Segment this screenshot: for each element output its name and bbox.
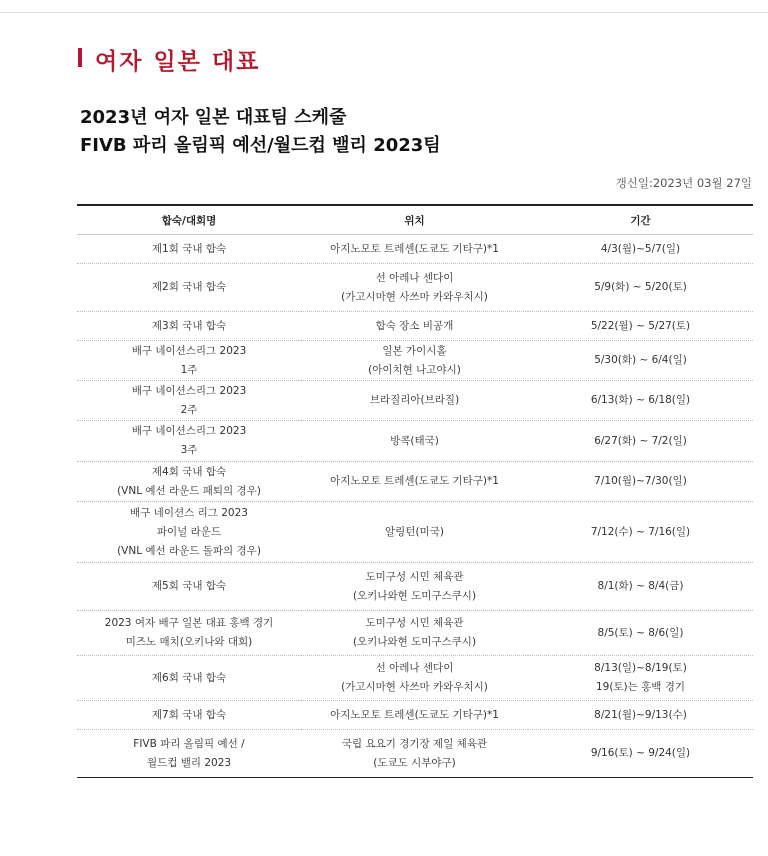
cell-period: [528, 502, 753, 563]
cell-location: [301, 264, 528, 312]
table-row: [77, 611, 753, 656]
cell-event: [77, 341, 301, 381]
cell-event: [77, 421, 301, 462]
cell-event: [77, 235, 301, 264]
cell-location: [301, 502, 528, 563]
cell-location-line: (도쿄도 시부야구): [373, 756, 456, 769]
cell-location-line: (가고시마현 사쓰마 카와우치시): [341, 290, 488, 303]
cell-period: [528, 611, 753, 656]
cell-period-line: 9/16(토) ~ 9/24(일): [590, 747, 691, 759]
cell-period: [528, 264, 753, 312]
cell-period-line: 8/1(화) ~ 8/4(금): [597, 580, 684, 592]
cell-event-line: (VNL 예선 라운드 패퇴의 경우): [117, 484, 261, 497]
table-row: [77, 730, 753, 778]
cell-location: [301, 701, 528, 730]
cell-event-line: 2023 여자 배구 일본 대표 홍백 경기: [104, 617, 274, 629]
heading-line-2: FIVB 파리 올림픽 예선/월드컵 밸리 2023팀: [80, 135, 441, 156]
cell-event: [77, 462, 301, 502]
cell-location: [301, 611, 528, 656]
cell-period: [528, 235, 753, 264]
schedule-heading: [80, 104, 740, 160]
cell-location-line: 아지노모토 트레센(도쿄도 기타구)*1: [330, 242, 499, 255]
cell-period: [528, 462, 753, 502]
table-row: [77, 502, 753, 563]
cell-event: [77, 502, 301, 563]
cell-location-line: (오키나와현 도미구스쿠시): [352, 589, 477, 602]
cell-location: [301, 421, 528, 462]
cell-event-line: 파이널 라운드: [156, 525, 222, 538]
cell-event: [77, 264, 301, 312]
cell-period-line: 8/21(월)~9/13(수): [594, 708, 687, 721]
cell-event: [77, 701, 301, 730]
cell-event-line: 제1회 국내 합숙: [151, 242, 227, 255]
cell-event: [77, 730, 301, 778]
cell-event-line: 배구 네이션스리그 2023: [131, 425, 247, 437]
table-row: [77, 235, 753, 264]
cell-period-line: 5/30(화) ~ 6/4(일): [594, 354, 687, 366]
section-title-text: 여자 일본 대표: [95, 48, 261, 75]
cell-event: [77, 563, 301, 611]
cell-location-line: 도미구성 시민 체육관: [365, 570, 464, 583]
cell-event-line: 제5회 국내 합숙: [151, 580, 227, 592]
cell-event: [77, 611, 301, 656]
cell-event-line: 미즈노 매치(오키나와 대회): [125, 636, 253, 648]
cell-location-line: 도미구성 시민 체육관: [365, 617, 464, 629]
cell-event-line: 제3회 국내 합숙: [151, 319, 227, 332]
cell-location-line: 선 아레나 센다이: [375, 662, 454, 674]
cell-location-line: 브라질리아(브라질): [369, 394, 460, 406]
cell-period-line: 8/5(토) ~ 8/6(일): [597, 626, 684, 639]
cell-location-line: 아지노모토 트레센(도쿄도 기타구)*1: [330, 475, 499, 487]
cell-period-line: 5/22(월) ~ 5/27(토): [590, 319, 691, 332]
cell-event-line: FIVB 파리 올림픽 예선 /: [133, 737, 245, 750]
section-title: [78, 44, 260, 74]
table-row: [77, 563, 753, 611]
cell-period-line: 7/12(수) ~ 7/16(일): [590, 525, 691, 538]
cell-period-line: 6/27(화) ~ 7/2(일): [594, 434, 687, 447]
cell-location-line: (오키나와현 도미구스쿠시): [352, 636, 477, 648]
cell-event: [77, 656, 301, 701]
table-row: [77, 341, 753, 381]
cell-location-line: (가고시마현 사쓰마 카와우치시): [341, 681, 488, 693]
cell-period-line: 5/9(화) ~ 5/20(토): [594, 281, 687, 293]
cell-period: [528, 701, 753, 730]
table-row: [77, 264, 753, 312]
cell-event-line: 제4회 국내 합숙: [151, 465, 227, 478]
cell-event-line: 월드컵 밸리 2023: [146, 756, 232, 769]
cell-period-line: 4/3(월)~5/7(일): [600, 242, 681, 255]
cell-location: [301, 381, 528, 421]
updated-date: 갱신일:2023년 03월 27일: [615, 176, 752, 190]
cell-period-line: 8/13(일)~8/19(토): [594, 662, 687, 674]
cell-event: [77, 381, 301, 421]
cell-location: [301, 312, 528, 341]
header-period: 기간: [528, 205, 753, 235]
cell-period: [528, 656, 753, 701]
top-divider: [0, 12, 768, 13]
cell-location-line: 아지노모토 트레센(도쿄도 기타구)*1: [330, 708, 499, 721]
schedule-table: [77, 204, 753, 778]
cell-location: [301, 563, 528, 611]
cell-location-line: 방콕(태국): [390, 434, 439, 447]
cell-event-line: 2주: [180, 403, 198, 416]
table-row: [77, 312, 753, 341]
cell-period: [528, 421, 753, 462]
cell-location: [301, 462, 528, 502]
cell-event-line: 배구 네이션스리그 2023: [131, 344, 247, 357]
cell-event-line: 제2회 국내 합숙: [151, 281, 227, 293]
cell-location-line: 합숙 장소 비공개: [375, 319, 454, 332]
cell-location: [301, 235, 528, 264]
cell-location-line: 일본 가이시홀: [382, 344, 447, 357]
header-event: 합숙/대회명: [77, 205, 301, 235]
cell-event-line: 3주: [180, 444, 198, 456]
cell-period: [528, 563, 753, 611]
cell-period: [528, 730, 753, 778]
table-row: [77, 462, 753, 502]
cell-location: [301, 656, 528, 701]
table-header-row: [77, 205, 753, 235]
heading-line-1: 2023년 여자 일본 대표팀 스케줄: [80, 107, 347, 128]
cell-period: [528, 381, 753, 421]
table-row: [77, 701, 753, 730]
title-accent-bar: [78, 48, 82, 67]
cell-location-line: 국립 요요기 경기장 제일 체육관: [341, 737, 488, 750]
cell-period-line: 6/13(화) ~ 6/18(일): [590, 394, 691, 406]
cell-event: [77, 312, 301, 341]
cell-event-line: 제6회 국내 합숙: [151, 671, 227, 684]
header-location: 위치: [301, 205, 528, 235]
cell-event-line: 배구 네이션스리그 2023: [131, 384, 247, 397]
cell-event-line: 1주: [180, 363, 198, 376]
cell-location: [301, 730, 528, 778]
table-row: [77, 381, 753, 421]
cell-location: [301, 341, 528, 381]
cell-event-line: (VNL 예선 라운드 돌파의 경우): [117, 544, 261, 557]
cell-period: [528, 341, 753, 381]
cell-location-line: 알링턴(미국): [385, 525, 444, 538]
cell-period: [528, 312, 753, 341]
cell-location-line: 선 아레나 센다이: [375, 271, 454, 284]
cell-period-line: 19(토)는 홍백 경기: [595, 681, 686, 693]
cell-event-line: 제7회 국내 합숙: [151, 708, 227, 721]
table-row: [77, 421, 753, 462]
cell-event-line: 배구 네이션스 리그 2023: [130, 506, 248, 519]
schedule-table-body: [77, 235, 753, 778]
cell-period-line: 7/10(월)~7/30(일): [594, 475, 687, 487]
table-row: [77, 656, 753, 701]
cell-location-line: (아이치현 나고야시): [368, 363, 461, 376]
